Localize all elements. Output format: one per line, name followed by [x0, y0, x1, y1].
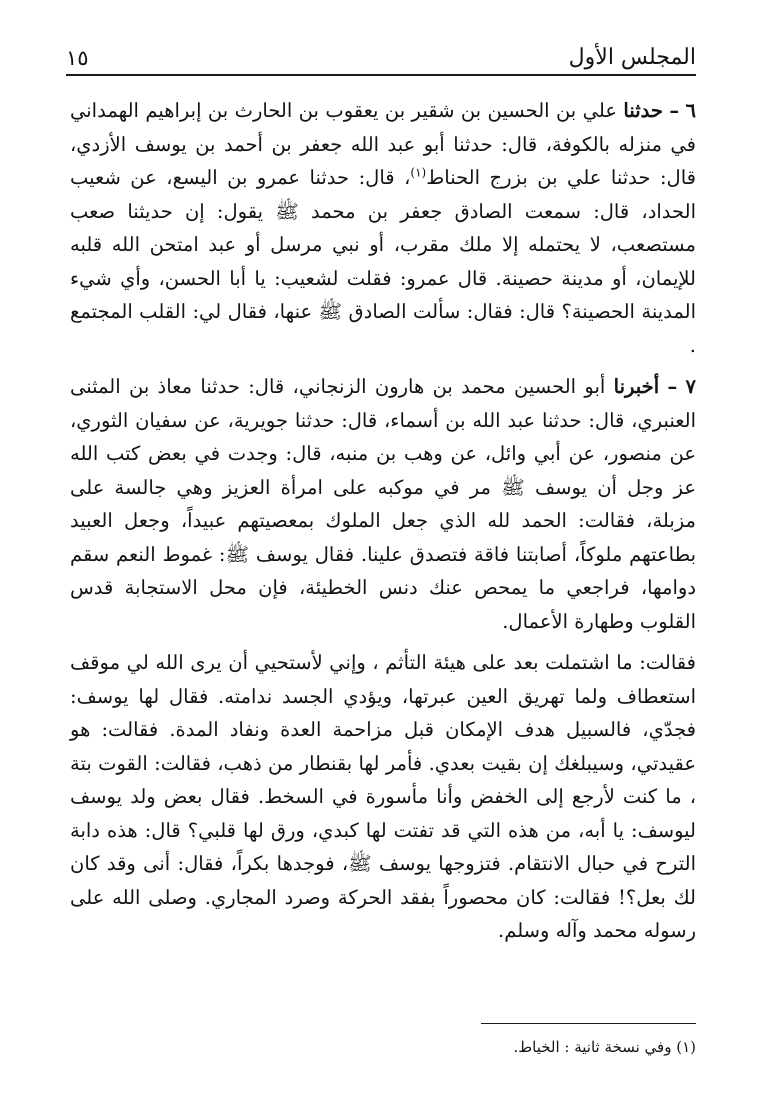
running-title: المجلس الأول	[568, 45, 696, 70]
page-header	[66, 38, 696, 76]
footnote-marker: (١)	[410, 165, 427, 180]
hadith-lead-word: حدثنا	[623, 99, 663, 122]
hadith-dash: –	[667, 375, 678, 398]
hadith-dash: –	[669, 99, 680, 122]
footnote-divider	[481, 1023, 696, 1024]
hadith-number: ٧	[685, 375, 697, 398]
hadith-text-part-b: ، قال: حدثنا عمرو بن اليسع، عن شعيب الحداد، قال: سمعت الصادق جعفر بن محمد ﷺ يقول: إن حديثنا صعب مستصعب، لا يحتمله إلا ملك مقرب، أو نبي مرسل أو عبد امتحن الله قلبه للإيمان، أو مدينة حصينة. قال عمرو: فقلت لشعيب: يا أبا الحسن، وأي شيء المدينة الحصينة؟ قال: فقال: سألت الصادق ﷺ عنها، فقال لي: القلب المجتمع .	[70, 166, 696, 357]
hadith-text-part-a: علي بن الحسين بن شقير بن يعقوب بن الحارث بن إبراهيم الهمداني في منزله بالكوفة، قال: حدثنا أبو عبد الله جعفر بن أحمد بن يوسف الأزدي، قال: حدثنا علي بن بزرج الحناط	[70, 99, 696, 189]
main-text	[70, 94, 696, 948]
footnote: (١) وفي نسخة ثانية : الخياط.	[513, 1038, 696, 1056]
hadith-number: ٦	[685, 99, 696, 122]
hadith-text: أبو الحسين محمد بن هارون الزنجاني، قال: حدثنا معاذ بن المثنى العنبري، قال: حدثنا عبد الله بن أسماء، قال: حدثنا جويرية، عن سفيان الثوري، عن منصور، عن أبي وائل، عن وهب بن منبه، قال: وجدت في بعض كتب الله عز وجل أن يوسف ﷺ مر في موكبه على امرأة العزيز وهي جالسة على مزبلة، فقالت: الحمد لله الذي جعل الملوك بمعصيتهم عبيداً، وجعل العبيد بطاعتهم ملوكاً، أصابتنا فاقة فتصدق علينا. فقال يوسف ﷺ: غموط النعم سقم دوامها، فراجعي ما يمحص عنك دنس الخطيئة، فإن محل الاستجابة قدس القلوب وطهارة الأعمال.	[70, 375, 697, 633]
hadith-6	[70, 94, 696, 362]
hadith-7	[70, 370, 696, 638]
hadith-lead-word: أخبرنا	[613, 375, 660, 398]
hadith-7-continuation	[70, 646, 696, 948]
page-number: ١٥	[66, 46, 89, 70]
continuation-text: فقالت: ما اشتملت بعد على هيئة التأثم ، وإني لأستحيي أن يرى الله لي موقف استعطاف ولما تهريق العين عبرتها، ويؤدي الجسد ندامته. فقال لها يوسف: فجدّي، فالسبيل هدف الإمكان قبل مزاحمة العدة ونفاد المدة. فقالت: هو عقيدتي، وسيبلغك إن بقيت بعدي. فأمر لها بقنطار من ذهب، فقالت: القوت بتة ، ما كنت لأرجع إلى الخفض وأنا مأسورة في السخط. فقال بعض ولد يوسف ليوسف: يا أبه، من هذه التي قد تفتت لها كبدي، ورق لها قلبي؟ قال: هذه دابة الترح في حبال الانتقام. فتزوجها يوسف ﷺ، فوجدها بكراً، فقال: أنى وقد كان لك بعل؟! فقالت: كان محصوراً بفقد الحركة وصرد المجاري. وصلى الله على رسوله محمد وآله وسلم.	[70, 651, 696, 942]
